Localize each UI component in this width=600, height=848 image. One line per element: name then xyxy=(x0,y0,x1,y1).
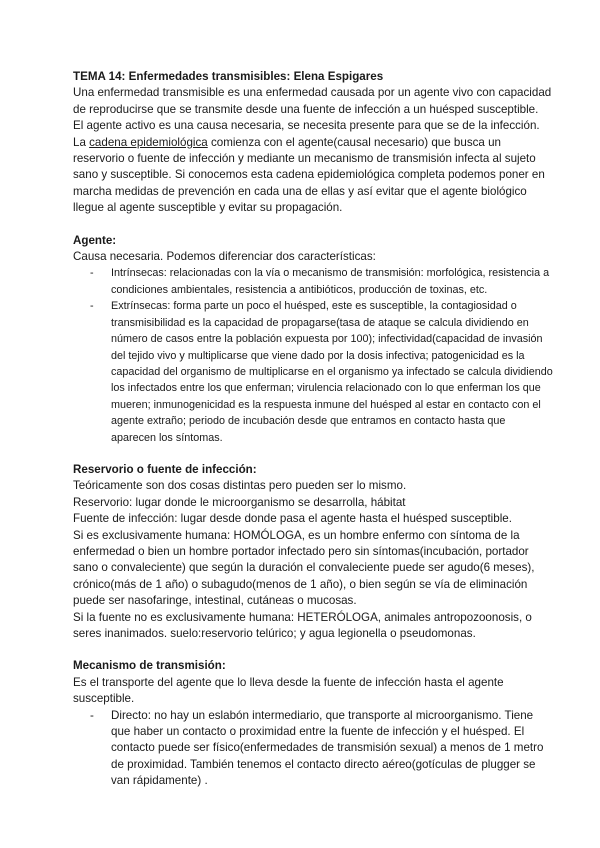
list-item xyxy=(73,708,553,790)
section-heading-agente: Agente: xyxy=(73,233,117,247)
document-body xyxy=(73,69,553,790)
intro-agent-note: El agente activo es una causa necesaria, se necesita presente para que se de la infección. xyxy=(73,119,540,133)
list-item-text: Intrínsecas: relacionadas con la vía o mecanismo de transmisión: morfológica, resistencia a condiciones ambientales, resistencia a antibióticos, producción de toxinas, etc. xyxy=(111,267,550,296)
section-heading-reservorio: Reservorio o fuente de infección: xyxy=(73,462,257,476)
reservorio-line: Fuente de infección: lugar desde donde pasa el agente hasta el huésped susceptible. xyxy=(73,512,512,526)
chain-term: cadena epidemiológica xyxy=(89,135,208,149)
mecanismo-list xyxy=(73,708,553,790)
agente-intro: Causa necesaria. Podemos diferenciar dos características: xyxy=(73,250,376,264)
list-item xyxy=(73,265,553,298)
agente-list xyxy=(73,265,553,445)
intro-chain-paragraph xyxy=(73,135,553,217)
bullet-dash: - xyxy=(90,267,94,280)
section-heading-mecanismo: Mecanismo de transmisión: xyxy=(73,659,226,673)
document-title: TEMA 14: Enfermedades transmisibles: Elena Espigares xyxy=(73,70,384,83)
reservorio-line: Teóricamente son dos cosas distintas pero pueden ser lo mismo. xyxy=(73,479,407,493)
mecanismo-intro: Es el transporte del agente que lo lleva desde la fuente de infección hasta el agente susceptible. xyxy=(73,675,504,706)
list-item-text: Extrínsecas: forma parte un poco el huésped, este es susceptible, la contagiosidad o transmisibilidad es la capacidad de propagarse(tasa de ataque se calcula dividiendo en número de casos entre la población expuesta por 100); infectividad(capacidad de invasión del tejido vivo y multiplicarse que viene dado por la dosis infectiva; patogenicidad es la capacidad del organismo de multiplicarse en el organismo ya infectado se calcula dividiendo los infectados entre los que enferman; virulencia relacionado con lo que enferman los que mueren; inmunogenicidad es la respuesta inmune del huésped al estar en contacto con el agente extraño; periodo de incubación desde que entramos en contacto hasta que aparecen los síntomas. xyxy=(111,300,553,444)
list-item-text: Directo: no hay un eslabón intermediario, que transporte al microorganismo. Tiene que haber un contacto o proximidad entre la fuente de infección y el huésped. El contacto puede ser físico(enfermedades de transmisión sexual) a menos de 1 metro de proximidad. También tenemos el contacto directo aéreo(gotículas de plugger se van rápidamente) . xyxy=(111,708,544,788)
list-item xyxy=(73,298,553,446)
reservorio-line: Reservorio: lugar donde le microorganismo se desarrolla, hábitat xyxy=(73,495,406,509)
chain-text: comienza con el agente(causal necesario) que busca un reservorio o fuente de infección y mediante un mecanismo de transmisión infecta al sujeto sano y susceptible. Si conocemos esta cadena epidemiológica completa podemos poner en marcha medidas de prevención en cada una de ellas y así evitar que el agente biológico llegue al agente susceptible y evitar su propagación. xyxy=(73,135,545,215)
bullet-dash: - xyxy=(90,708,94,722)
reservorio-line: Si la fuente no es exclusivamente humana: HETERÓLOGA, animales antropozoonosis, o seres inanimados. suelo:reservorio telúrico; y agua legionella o pseudomonas. xyxy=(73,610,532,640)
bullet-dash: - xyxy=(90,300,94,313)
chain-prefix: La xyxy=(73,135,90,149)
reservorio-line: Si es exclusivamente humana: HOMÓLOGA, es un hombre enfermo con síntoma de la enfermedad o bien un hombre portador infectado pero sin síntomas(incubación, portador sano o convaleciente) que según la duración el convaleciente puede ser agudo(6 meses), crónico(más de 1 año) o subagudo(menos de 1 año), o bien según se vía de eliminación puede ser nasofaringe, intestinal, cutáneas o mucosas. xyxy=(73,528,535,608)
intro-definition: Una enfermedad transmisible es una enfermedad causada por un agente vivo con capacidad de reproducirse que se transmite desde una fuente de infección a un huésped susceptible. xyxy=(73,86,552,116)
